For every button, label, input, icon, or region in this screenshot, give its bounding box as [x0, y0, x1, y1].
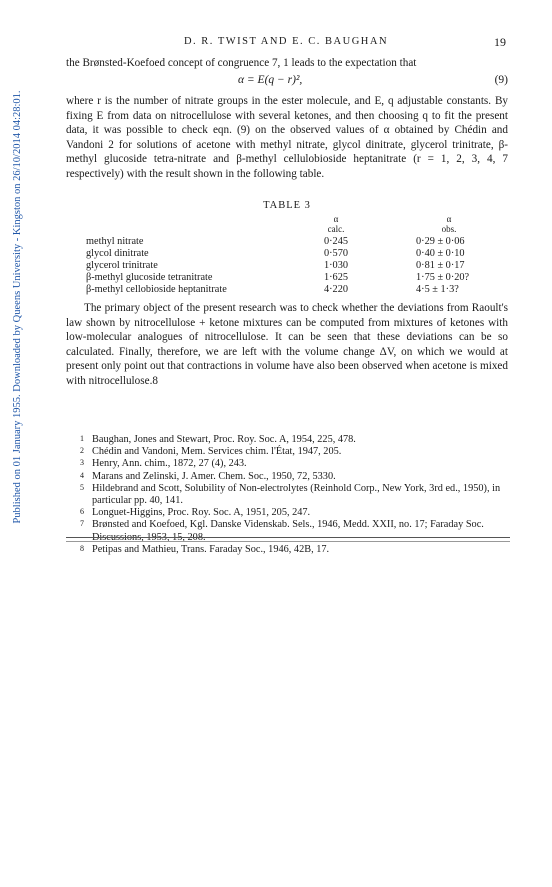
reference-text: Henry, Ann. chim., 1872, 27 (4), 243.	[92, 458, 247, 470]
alpha-obs: 0·40 ± 0·10	[416, 248, 465, 259]
reference-number: 5	[80, 482, 84, 492]
compound-name: glycerol trinitrate	[86, 260, 158, 271]
compound-name: β-methyl glucoside tetranitrate	[86, 272, 213, 283]
reference-number: 4	[80, 470, 84, 480]
alpha-calc: 0·570	[323, 248, 349, 259]
reference-text: Baughan, Jones and Stewart, Proc. Roy. Soc. A, 1954, 225, 478.	[92, 434, 356, 445]
running-head-authors: D. R. TWIST AND E. C. BAUGHAN	[183, 36, 389, 47]
table-row	[86, 248, 492, 260]
page-number: 19	[494, 35, 506, 49]
reference-number: 3	[80, 458, 84, 468]
reference-number: 2	[80, 446, 84, 456]
col-header-obs	[424, 214, 474, 234]
intro-line: the Brønsted-Koefoed concept of congruence 7, 1 leads to the expectation that	[66, 57, 417, 69]
table-row	[86, 284, 492, 296]
reference-text: Chédin and Vandoni, Mem. Services chim. l'État, 1947, 205.	[92, 446, 342, 458]
col-calc-symbol: α	[333, 214, 339, 224]
reference-text: Longuet-Higgins, Proc. Roy. Soc. A, 1951, 205, 247.	[92, 507, 311, 519]
reference-number: 8	[80, 543, 84, 553]
reference-number: 1	[80, 434, 84, 443]
table-header	[86, 214, 492, 236]
equation-number: (9)	[494, 74, 508, 86]
alpha-calc: 4·220	[323, 284, 349, 295]
reference-item	[80, 471, 508, 483]
reference-text: Brønsted and Koefoed, Kgl. Danske Videnskab. Sels., 1946, Medd. XXII, no. 17; Faraday Soc. Discussions, 1953, 15, 208.	[92, 519, 484, 543]
reference-item	[80, 544, 508, 556]
reference-item	[80, 434, 508, 446]
table-row	[86, 272, 492, 284]
table-caption: TABLE 3	[263, 200, 311, 211]
alpha-obs: 0·81 ± 0·17	[416, 260, 465, 271]
equation-formula: α = E(q − r)²,	[238, 74, 303, 86]
col-obs-label: obs.	[441, 224, 457, 234]
reference-item	[80, 446, 508, 458]
paragraph-1: where r is the number of nitrate groups in the ester molecule, and E, q adjustable constants. By fixing E from data on nitrocellulose with several ketones, and then choosing q to fit the present data, it was possible to check eqn. (9) on the observed values of α obtained by Chédin and Vandoni 2 for solutions of acetone with methyl nitrate, glycol dinitrate, glycerol trinitrate, β-methyl glucoside tetra-nitrate and β-methyl cellulobioside heptanitrate (r = 1, 2, 3, 4, 7 respectively) with the result shown in the following table.	[66, 95, 508, 180]
alpha-calc: 0·245	[323, 236, 349, 247]
table-row	[86, 260, 492, 272]
compound-name: β-methyl cellobioside heptanitrate	[86, 284, 227, 295]
reference-text: Hildebrand and Scott, Solubility of Non-electrolytes (Reinhold Corp., New York, 3rd ed., 1950), in particular pp. 40, 141.	[92, 482, 501, 507]
alpha-calc: 1·625	[323, 272, 349, 283]
page-end-rule	[66, 537, 510, 542]
table-row	[86, 236, 492, 248]
reference-item	[80, 458, 508, 470]
compound-name: methyl nitrate	[86, 236, 144, 247]
download-watermark: Published on 01 January 1955. Downloaded by Queens University - Kingston on 26/10/2014 04:28:01.	[12, 90, 23, 524]
alpha-obs: 1·75 ± 0·20?	[416, 272, 470, 283]
alpha-calc: 1·030	[323, 260, 349, 271]
alpha-obs: 0·29 ± 0·06	[416, 236, 465, 247]
reference-item	[80, 483, 508, 507]
equation-9	[66, 74, 508, 89]
alpha-obs: 4·5 ± 1·3?	[416, 284, 459, 295]
reference-text: Marans and Zelinski, J. Amer. Chem. Soc., 1950, 72, 5330.	[92, 470, 336, 482]
col-header-calc	[311, 214, 361, 234]
col-calc-label: calc.	[327, 224, 345, 234]
compound-name: glycol dinitrate	[86, 248, 149, 259]
reference-text: Petipas and Mathieu, Trans. Faraday Soc., 1946, 42B, 17.	[92, 543, 330, 555]
reference-number: 7	[80, 519, 84, 529]
data-table	[86, 214, 492, 296]
paragraph-2: The primary object of the present research was to check whether the deviations from Raoult's law shown by nitrocellulose + ketone mixtures can be computed from mixtures of ketones with low-molecular analogues of nitrocellulose. It can be seen that these deviations can be so calculated. Finally, therefore, we are left with the volume change ΔV, on which we would at present only point out that contractions in volume have also been observed when acetone is mixed with nitrocellulose.8	[66, 302, 508, 387]
reference-number: 6	[80, 507, 84, 517]
reference-item	[80, 507, 508, 519]
col-obs-symbol: α	[446, 214, 452, 224]
